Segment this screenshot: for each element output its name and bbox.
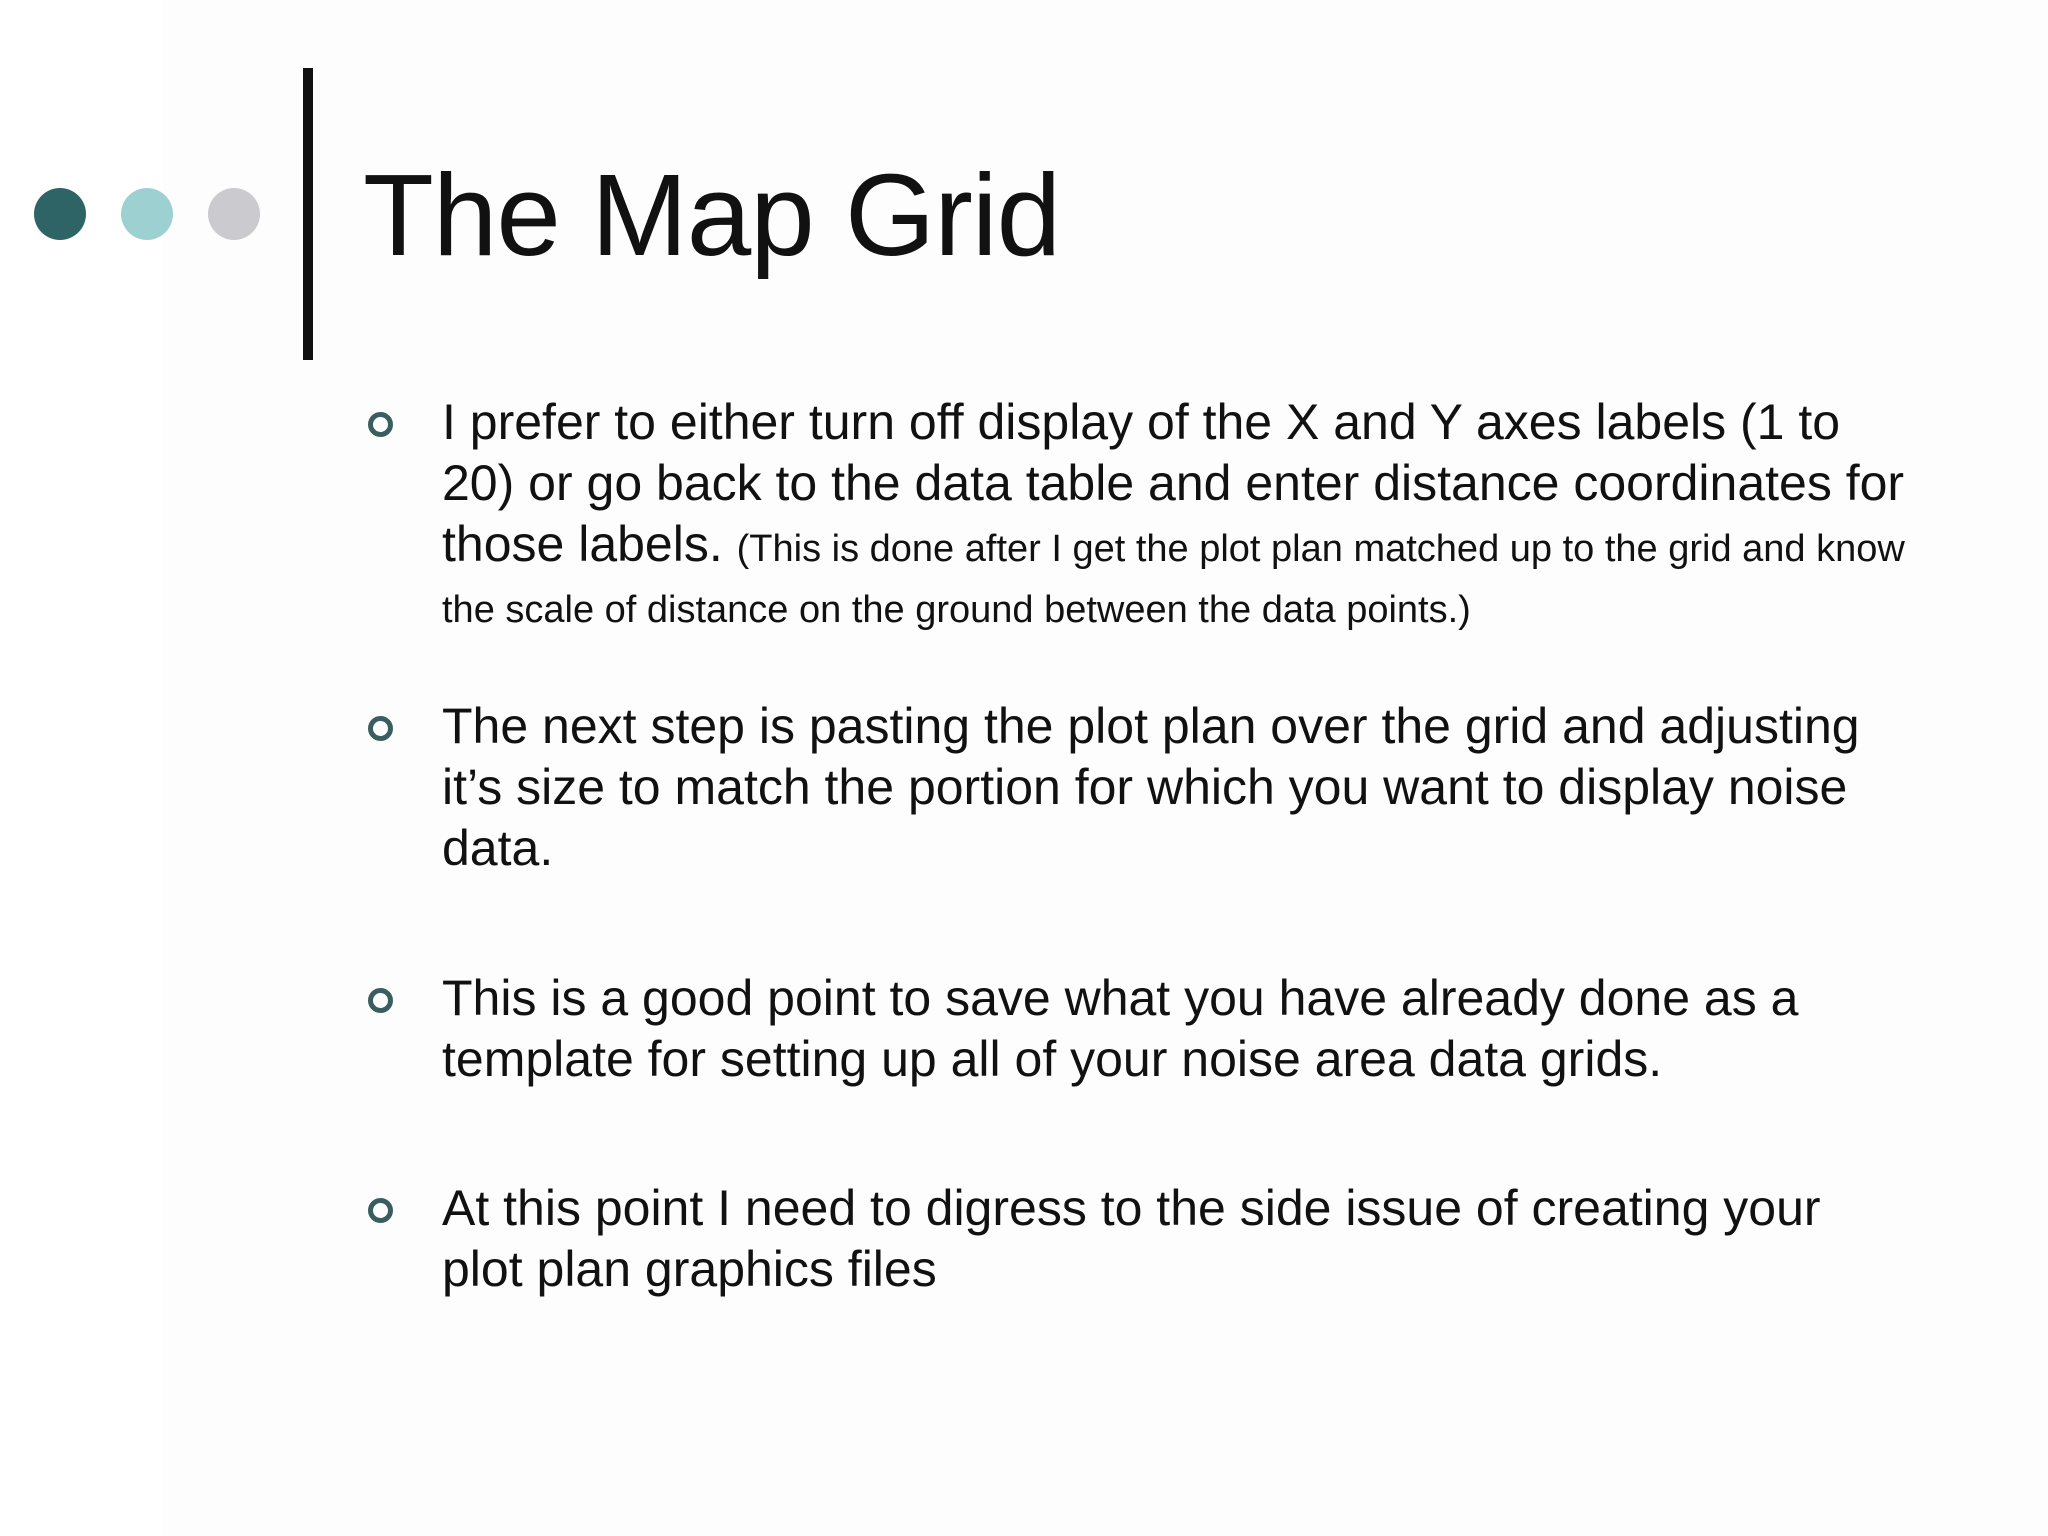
bullet-ring-icon (368, 1198, 393, 1223)
bullet-text-4: At this point I need to digress to the side issue of creating your plot plan graphics files (442, 1180, 1821, 1297)
bullet-text-1 (442, 392, 1912, 636)
bullet-text-2: The next step is pasting the plot plan over the grid and adjusting it’s size to match the portion for which you want to display noise data. (442, 698, 1860, 876)
title-divider-bar (303, 68, 313, 360)
bullet-ring-icon (368, 412, 393, 437)
bullet-ring-icon (368, 988, 393, 1013)
bullet-note-text-1: (This is done after I get the plot plan matched up to the grid and know the scale of distance on the ground between the data points.) (442, 528, 1905, 631)
slide-title: The Map Grid (363, 150, 1061, 280)
bullet-text-3: This is a good point to save what you have already done as a template for setting up all of your noise area data grids. (442, 970, 1799, 1087)
bullet-ring-icon (368, 716, 393, 741)
bullet-main-text-1: I prefer to either turn off display of the X and Y axes labels (1 to 20) or go back to the data table and enter distance coordinates for those labels. (442, 394, 1905, 572)
decor-dot-dark-teal (34, 188, 86, 240)
decor-dot-light-teal (121, 188, 173, 240)
decor-dot-gray (208, 188, 260, 240)
